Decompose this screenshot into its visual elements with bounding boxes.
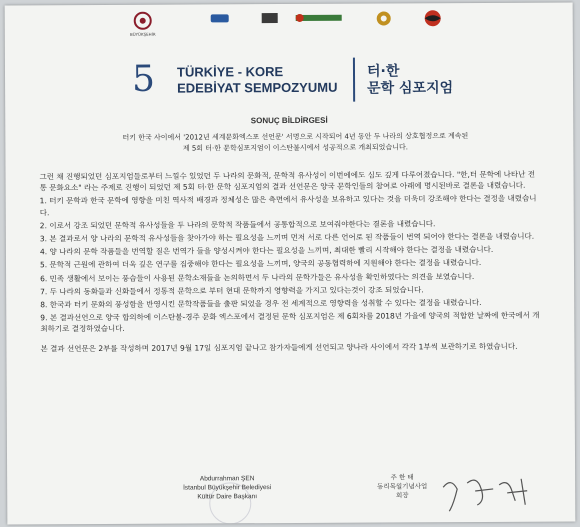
title-turkish — [177, 64, 338, 97]
declaration-item-2: 2. 이로서 강조 되었던 문학적 유사성들을 두 나라의 문학적 작품들에서 공통합적으로 보여줘야한다는 결론을 내렸습니다. — [39, 219, 436, 231]
declaration-item-1: 1. 터키 문학과 한국 문학에 영향을 미친 역사적 배경과 정체성은 많은 측면에서 유사성을 보유하고 있다는 것을 더욱더 강조해야 한다는 결정을 내렸습니다. — [39, 194, 537, 217]
sponsor-logo-3 — [255, 10, 285, 26]
sponsor-logo-5 — [369, 9, 399, 27]
sponsor-logo-6 — [413, 9, 453, 27]
declaration-item-9: 9. 본 결과선언으로 양국 합의하에 이스탄불-경주 문화 엑스포에서 결정된 문학 심포지엄은 제 6회차를 2018년 가을에 양국의 적합한 날짜에 한국에서 개최하기로 결정하였습니다. — [40, 310, 540, 334]
sponsor-logo-2 — [205, 10, 235, 26]
declaration-item-6: 6. 민족 생활에서 보이는 풍습들이 사용된 문학소재들을 논의하면서 두 나라의 문학가들은 유사성을 확인하였다는 의견을 보였습니다. — [40, 271, 475, 283]
header-divider — [353, 58, 355, 102]
signatory-turkish-title: Kültür Daire Başkanı — [197, 493, 258, 501]
preamble-paragraph: 그런 채 진행되었던 심포지엄들로부터 느낄수 있었던 두 나라의 문화적, 문학적 유사성이 이번에에도 심도 깊게 다루어졌습니다. "한,터 문학에 나타난 전통 문화요소" 라는 주제로 진행이 되었던 제 5회 터·한 문학 심포지엄의 결과 선언문은 양국 문학인들의 참여로 아래에 명시된바로 결론을 내렸습니다. — [39, 169, 536, 193]
signatory-korean-name: 주 한 태 — [390, 473, 414, 482]
signatory-turkish — [167, 474, 287, 502]
intro-text — [75, 131, 515, 155]
title-korean-line1: 터·한 — [366, 63, 400, 80]
signatory-turkish-org: İstanbul Büyükşehir Belediyesi — [183, 484, 272, 492]
title-turkish-line2: EDEBİYAT SEMPOZYUMU — [177, 79, 338, 96]
declaration-item-7: 7. 두 나라의 동화들과 신화들에서 정통적 문학으로 부터 현대 문학까지 영향력을 가지고 있다는것이 강조 되었습니다. — [40, 285, 424, 297]
declaration-item-8: 8. 한국과 터키 문화의 풍성함을 반영시킨 문학작품들을 출판 되었을 경우 전 세계적으로 영향력을 성취할 수 있다는 결정을 내렸습니다. — [40, 298, 482, 310]
symposium-header — [5, 53, 573, 104]
signatory-korean-org: 동리목월기념사업 — [377, 482, 428, 491]
intro-line-1: 터키 한국 사이에서 '2012년 세계문화엑스포 선언문' 서명으로 시작되어 4년 동안 두 나라의 상호협정으로 계속된 — [122, 132, 469, 142]
handwritten-signature — [437, 465, 547, 516]
istanbul-municipality-logo: BÜYÜKŞEHİR — [123, 11, 163, 37]
edition-number: 5 — [131, 58, 156, 100]
declaration-item-3: 3. 본 결과로서 양 나라의 문학적 유사성들을 찾아가야 하는 필요성을 느끼며 먼저 서로 다른 언어로 된 작품들이 번역 되어야 한다는 결론을 내렸습니다. — [39, 231, 535, 244]
sponsor-logo-strip — [5, 9, 573, 44]
signatory-turkish-name: Abdurrahman ŞEN — [199, 475, 255, 483]
declaration-body — [40, 169, 541, 356]
signatory-korean-title: 회장 — [395, 491, 409, 500]
declaration-item-5: 5. 문학적 근원에 관하여 더욱 깊은 연구를 집중해야 한다는 필요성을 느끼며, 양국의 공동협력하에 지원해야 한다는 결정을 내렸습니다. — [39, 258, 482, 270]
signatory-korean — [357, 473, 447, 500]
closing-paragraph: 본 결과 선언문은 2부를 작성하며 2017년 9월 17일 심포지엄 끝나고 참가자들에게 선언되고 양나라 사이에서 각각 1부씩 보관하기로 하였습니다. — [40, 341, 518, 353]
sponsor-logo-4 — [291, 10, 347, 26]
declaration-item-4: 4. 양 나라의 문학 작품들을 번역할 질은 번역가 들을 양성시켜야 한다는 필요성을 느끼며, 최대한 빨리 시작해야 한다는 결정을 내렸습니다. — [39, 245, 494, 257]
document-sheet — [5, 3, 576, 525]
document-heading: SONUÇ BİLDİRGESİ — [250, 115, 328, 126]
title-korean — [367, 63, 453, 97]
intro-line-2: 제 5회 터·한 문학심포지엄이 이스탄불시에서 성공적으로 개최되었습니다. — [182, 143, 408, 153]
title-korean-line2: 문학 심포지엄 — [367, 80, 454, 97]
title-turkish-line1: TÜRKİYE - KORE — [176, 64, 284, 80]
